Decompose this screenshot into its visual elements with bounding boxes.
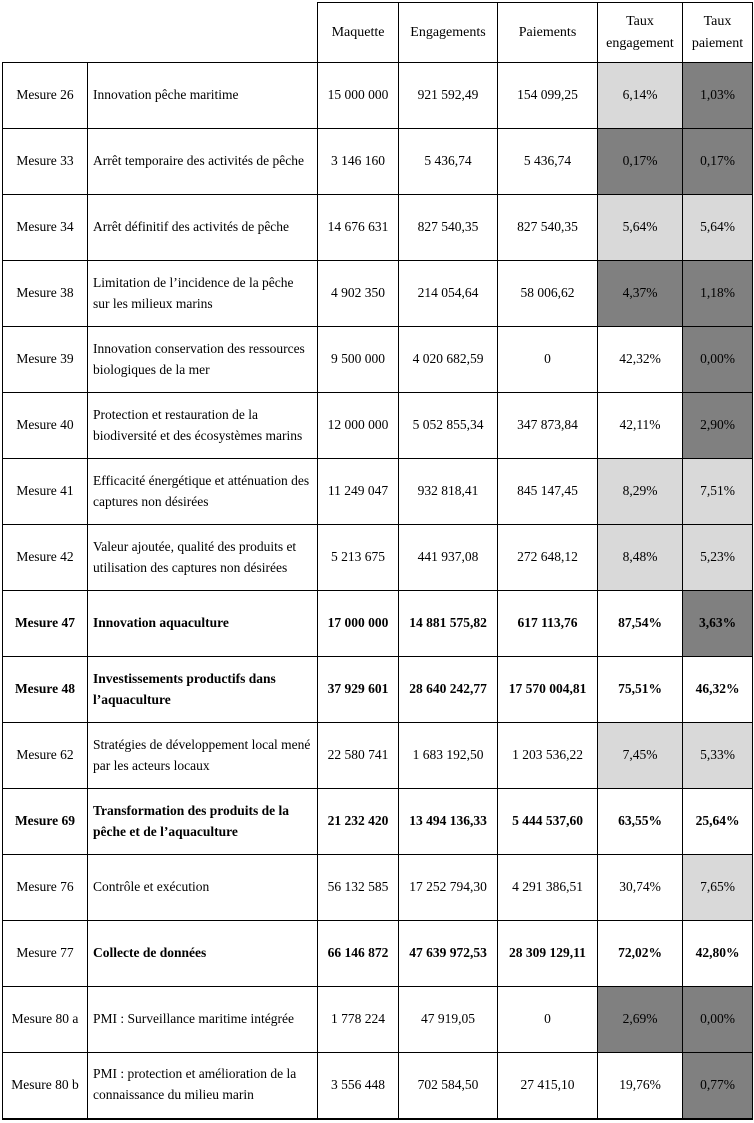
engagements-value: 827 540,35 [399, 195, 498, 261]
table-row [3, 525, 753, 591]
column-header-maquette: Maquette [318, 3, 399, 63]
mesure-description: Collecte de données [88, 921, 318, 987]
maquette-value: 11 249 047 [318, 459, 399, 525]
taux-paiement-value: 0,77% [683, 1053, 753, 1119]
taux-engagement-value: 8,48% [598, 525, 683, 591]
mesure-description: Limitation de l’incidence de la pêche sur les milieux marins [88, 261, 318, 327]
mesure-label: Mesure 76 [3, 855, 88, 921]
paiements-value: 4 291 386,51 [498, 855, 598, 921]
table-row [3, 789, 753, 855]
mesure-description: Innovation aquaculture [88, 591, 318, 657]
mesure-label: Mesure 80 b [3, 1053, 88, 1119]
taux-engagement-value: 7,45% [598, 723, 683, 789]
maquette-value: 14 676 631 [318, 195, 399, 261]
table-row [3, 129, 753, 195]
taux-paiement-value: 0,17% [683, 129, 753, 195]
column-header-taux-engagement: Taux engagement [598, 3, 683, 63]
mesure-description: Protection et restauration de la biodiversité et des écosystèmes marins [88, 393, 318, 459]
taux-engagement-value: 8,29% [598, 459, 683, 525]
taux-paiement-value: 1,18% [683, 261, 753, 327]
paiements-value: 58 006,62 [498, 261, 598, 327]
taux-paiement-value: 0,00% [683, 327, 753, 393]
engagements-value: 17 252 794,30 [399, 855, 498, 921]
paiements-value: 845 147,45 [498, 459, 598, 525]
taux-engagement-value: 5,64% [598, 195, 683, 261]
mesure-label: Mesure 39 [3, 327, 88, 393]
table-row [3, 591, 753, 657]
mesure-description: Innovation pêche maritime [88, 63, 318, 129]
maquette-value: 5 213 675 [318, 525, 399, 591]
table-row [3, 657, 753, 723]
mesure-description: Investissements productifs dans l’aquaculture [88, 657, 318, 723]
taux-paiement-value: 0,00% [683, 987, 753, 1053]
taux-engagement-value: 6,14% [598, 63, 683, 129]
engagements-value: 1 683 192,50 [399, 723, 498, 789]
table-row [3, 921, 753, 987]
engagements-value: 932 818,41 [399, 459, 498, 525]
paiements-value: 27 415,10 [498, 1053, 598, 1119]
mesure-label: Mesure 47 [3, 591, 88, 657]
taux-paiement-value: 7,65% [683, 855, 753, 921]
engagements-value: 921 592,49 [399, 63, 498, 129]
mesure-description: Innovation conservation des ressources biologiques de la mer [88, 327, 318, 393]
maquette-value: 4 902 350 [318, 261, 399, 327]
engagements-value: 5 052 855,34 [399, 393, 498, 459]
maquette-value: 56 132 585 [318, 855, 399, 921]
paiements-value: 28 309 129,11 [498, 921, 598, 987]
engagements-value: 47 919,05 [399, 987, 498, 1053]
maquette-value: 9 500 000 [318, 327, 399, 393]
taux-engagement-value: 87,54% [598, 591, 683, 657]
mesure-label: Mesure 34 [3, 195, 88, 261]
taux-paiement-value: 25,64% [683, 789, 753, 855]
taux-paiement-value: 42,80% [683, 921, 753, 987]
mesure-description: Valeur ajoutée, qualité des produits et utilisation des captures non désirées [88, 525, 318, 591]
paiements-value: 5 436,74 [498, 129, 598, 195]
maquette-value: 1 778 224 [318, 987, 399, 1053]
paiements-value: 1 203 536,22 [498, 723, 598, 789]
taux-engagement-value: 30,74% [598, 855, 683, 921]
maquette-value: 22 580 741 [318, 723, 399, 789]
maquette-value: 21 232 420 [318, 789, 399, 855]
engagements-value: 702 584,50 [399, 1053, 498, 1119]
taux-engagement-value: 4,37% [598, 261, 683, 327]
maquette-value: 3 146 160 [318, 129, 399, 195]
mesure-description: PMI : Surveillance maritime intégrée [88, 987, 318, 1053]
maquette-value: 66 146 872 [318, 921, 399, 987]
engagements-value: 5 436,74 [399, 129, 498, 195]
mesure-label: Mesure 77 [3, 921, 88, 987]
table-row [3, 1053, 753, 1119]
maquette-value: 15 000 000 [318, 63, 399, 129]
taux-engagement-value: 75,51% [598, 657, 683, 723]
table-row [3, 195, 753, 261]
paiements-value: 617 113,76 [498, 591, 598, 657]
mesure-label: Mesure 62 [3, 723, 88, 789]
mesure-label: Mesure 69 [3, 789, 88, 855]
column-header-taux-paiement: Taux paiement [683, 3, 753, 63]
maquette-value: 17 000 000 [318, 591, 399, 657]
engagements-value: 14 881 575,82 [399, 591, 498, 657]
table-header-row [3, 3, 753, 63]
mesure-label: Mesure 48 [3, 657, 88, 723]
header-spacer-description [88, 3, 318, 63]
maquette-value: 12 000 000 [318, 393, 399, 459]
taux-engagement-value: 42,32% [598, 327, 683, 393]
table-row [3, 393, 753, 459]
taux-paiement-value: 2,90% [683, 393, 753, 459]
taux-paiement-value: 5,33% [683, 723, 753, 789]
mesure-label: Mesure 42 [3, 525, 88, 591]
paiements-value: 272 648,12 [498, 525, 598, 591]
mesure-label: Mesure 26 [3, 63, 88, 129]
header-spacer-mesure [3, 3, 88, 63]
taux-paiement-value: 46,32% [683, 657, 753, 723]
paiements-value: 347 873,84 [498, 393, 598, 459]
mesure-label: Mesure 41 [3, 459, 88, 525]
maquette-value: 37 929 601 [318, 657, 399, 723]
table-row [3, 459, 753, 525]
column-header-engagements: Engagements [399, 3, 498, 63]
engagements-value: 13 494 136,33 [399, 789, 498, 855]
taux-engagement-value: 72,02% [598, 921, 683, 987]
taux-paiement-value: 5,23% [683, 525, 753, 591]
taux-engagement-value: 42,11% [598, 393, 683, 459]
table-row [3, 723, 753, 789]
taux-paiement-value: 7,51% [683, 459, 753, 525]
taux-engagement-value: 2,69% [598, 987, 683, 1053]
table-row [3, 327, 753, 393]
taux-engagement-value: 19,76% [598, 1053, 683, 1119]
table-row [3, 261, 753, 327]
mesure-label: Mesure 80 a [3, 987, 88, 1053]
mesure-label: Mesure 33 [3, 129, 88, 195]
taux-paiement-value: 3,63% [683, 591, 753, 657]
engagements-value: 4 020 682,59 [399, 327, 498, 393]
table-row [3, 63, 753, 129]
paiements-value: 5 444 537,60 [498, 789, 598, 855]
mesure-description: PMI : protection et amélioration de la connaissance du milieu marin [88, 1053, 318, 1119]
paiements-value: 17 570 004,81 [498, 657, 598, 723]
table-row [3, 855, 753, 921]
taux-engagement-value: 0,17% [598, 129, 683, 195]
paiements-value: 0 [498, 987, 598, 1053]
mesure-label: Mesure 38 [3, 261, 88, 327]
mesure-description: Efficacité énergétique et atténuation des captures non désirées [88, 459, 318, 525]
engagements-value: 441 937,08 [399, 525, 498, 591]
budget-table [2, 2, 753, 1120]
table-row [3, 987, 753, 1053]
paiements-value: 0 [498, 327, 598, 393]
taux-paiement-value: 5,64% [683, 195, 753, 261]
mesure-label: Mesure 40 [3, 393, 88, 459]
taux-paiement-value: 1,03% [683, 63, 753, 129]
engagements-value: 214 054,64 [399, 261, 498, 327]
mesure-description: Arrêt définitif des activités de pêche [88, 195, 318, 261]
maquette-value: 3 556 448 [318, 1053, 399, 1119]
taux-engagement-value: 63,55% [598, 789, 683, 855]
paiements-value: 154 099,25 [498, 63, 598, 129]
engagements-value: 47 639 972,53 [399, 921, 498, 987]
paiements-value: 827 540,35 [498, 195, 598, 261]
mesure-description: Stratégies de développement local mené par les acteurs locaux [88, 723, 318, 789]
column-header-paiements: Paiements [498, 3, 598, 63]
engagements-value: 28 640 242,77 [399, 657, 498, 723]
mesure-description: Contrôle et exécution [88, 855, 318, 921]
mesure-description: Arrêt temporaire des activités de pêche [88, 129, 318, 195]
mesure-description: Transformation des produits de la pêche et de l’aquaculture [88, 789, 318, 855]
